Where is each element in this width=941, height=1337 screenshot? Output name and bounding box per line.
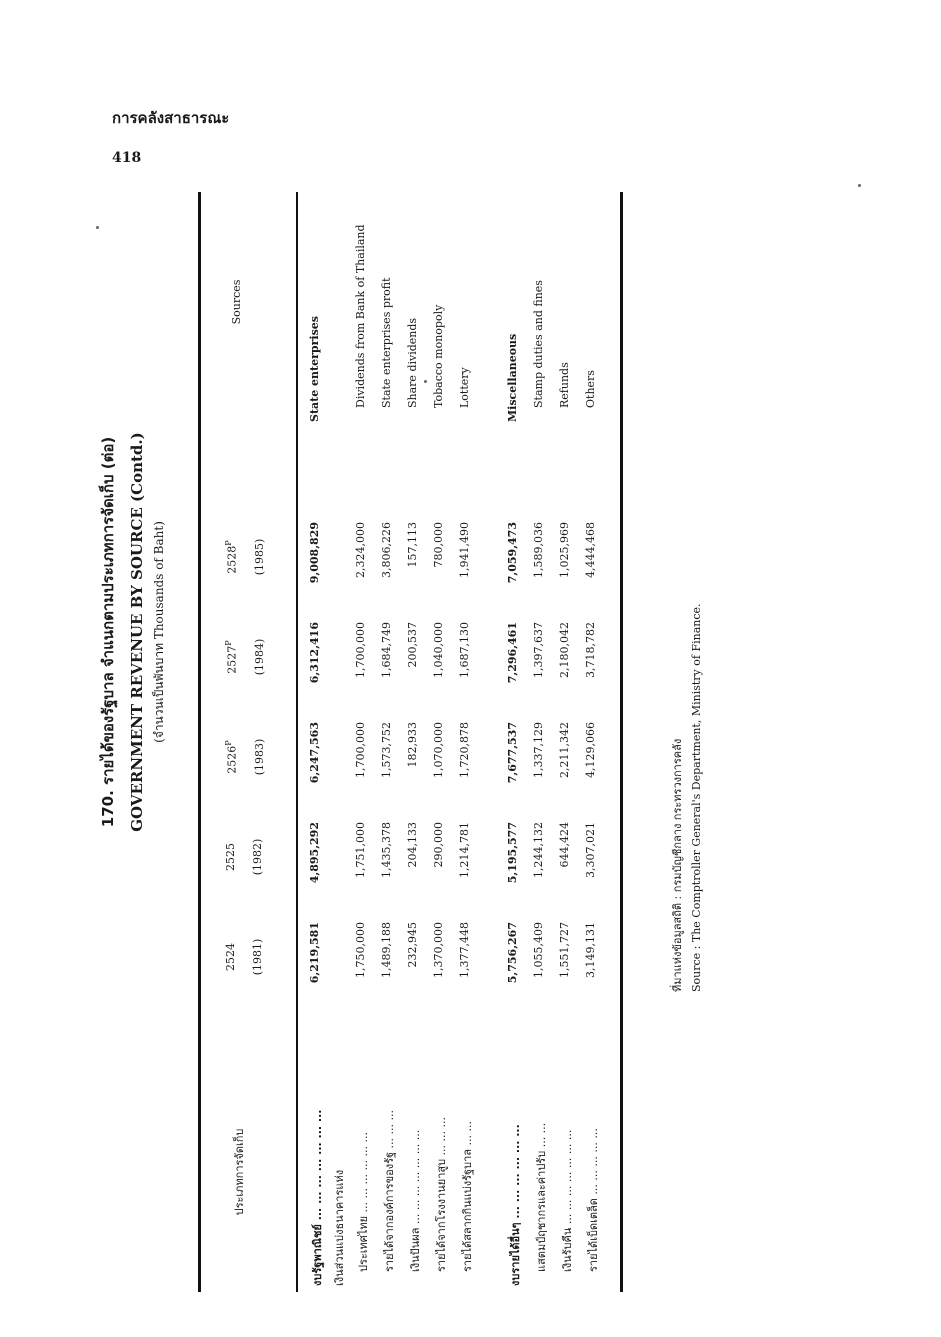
table-cell-value: 5,756,267: [506, 922, 519, 984]
row-label-thai: งบรายได้อื่นๆ ... ... ... ... ... ...: [509, 1124, 522, 1286]
table-cell-value: 2,211,342: [558, 722, 571, 778]
table-cell-value: 1,040,000: [432, 622, 445, 678]
table-cell-value: 3,149,131: [584, 922, 597, 978]
table-cell-value: 644,424: [558, 822, 571, 868]
year-english: (1983): [252, 738, 266, 776]
year-thai: 2524: [224, 943, 237, 971]
year-thai: $2527^P$: [224, 640, 239, 674]
table-cell-value: 9,008,829: [308, 522, 321, 584]
table-cell-value: 1,551,727: [558, 922, 571, 978]
row-label-english: Share dividends: [406, 317, 419, 408]
row-label-thai-sub: เงินส่วนแบ่งธนาคารแห่ง: [333, 1169, 346, 1286]
preliminary-mark: P: [224, 740, 233, 746]
scan-speck: [858, 184, 861, 187]
row-label-thai: เงินปันผล ... ... ... ... ... ... ...: [409, 1129, 422, 1272]
table-cell-value: 3,718,782: [584, 622, 597, 678]
header-title: การคลังสาธารณะ: [112, 109, 230, 127]
table-unit: (จำนวนเป็นพันบาท Thousands of Baht): [152, 521, 166, 743]
table-cell-value: 6,219,581: [308, 922, 321, 984]
row-label-thai: รายได้สลากกินแบ่งรัฐบาล ... ...: [461, 1121, 474, 1272]
table-cell-value: 1,489,188: [380, 922, 393, 978]
row-label-thai: รายได้เบ็ดเตล็ด ... ... ... ... ...: [587, 1128, 600, 1272]
row-label-thai: ประเทศไทย ... ... ... ... ... ...: [357, 1132, 370, 1272]
table-title-thai: 170. รายได้ของรัฐบาล จำแนกตามประเภทการจัดเก็บ (ต่อ): [99, 436, 117, 828]
table-cell-value: 5,195,577: [506, 822, 519, 884]
table-cell-value: 200,537: [406, 622, 419, 668]
table-cell-value: 1,573,752: [380, 722, 393, 778]
row-label-english: Miscellaneous: [506, 333, 519, 422]
row-label-thai: แสตมป์ฤชากรและค่าปรับ ... ...: [535, 1122, 548, 1272]
table-cell-value: 1,025,969: [558, 522, 571, 578]
table-cell-value: 1,337,129: [532, 722, 545, 778]
row-label-thai: งบรัฐพาณิชย์ ... ... ... ... ... ... ...: [311, 1109, 324, 1286]
preliminary-mark: P: [224, 640, 233, 646]
year-english: (1981): [251, 938, 264, 976]
table-cell-value: 2,180,042: [558, 622, 571, 678]
table-cell-value: 7,296,461: [506, 622, 519, 684]
table-cell-value: 4,444,468: [584, 522, 597, 578]
table-cell-value: 1,377,448: [458, 922, 471, 978]
table-title-english: GOVERNMENT REVENUE BY SOURCE (Contd.): [128, 432, 146, 832]
year-english: (1982): [251, 838, 264, 876]
table-cell-value: 1,214,781: [458, 822, 471, 878]
table-cell-value: 1,370,000: [432, 922, 445, 978]
table-cell-value: 4,895,292: [308, 822, 321, 884]
row-label-english: State enterprises: [308, 316, 321, 422]
table-cell-value: 1,244,132: [532, 822, 545, 878]
bottom-rule: [620, 192, 623, 1292]
row-label-english: State enterprises profit: [380, 277, 393, 408]
col-header-year: [224, 512, 266, 602]
row-label-thai: เงินรับคืน ... ... ... ... ... ... ...: [561, 1129, 574, 1272]
table-cell-value: 1,720,878: [458, 722, 471, 778]
row-label-english: Others: [584, 370, 597, 408]
table-cell-value: 1,751,000: [354, 822, 367, 878]
table-cell-value: 290,000: [432, 822, 445, 868]
table-cell-value: 1,700,000: [354, 622, 367, 678]
table-cell-value: 1,941,490: [458, 522, 471, 578]
table-cell-value: 204,133: [406, 822, 419, 868]
table-cell-value: 1,070,000: [432, 722, 445, 778]
row-label-english: Tobacco monopoly: [432, 304, 445, 408]
year-english: (1985): [252, 538, 266, 576]
table-cell-value: 6,247,563: [308, 722, 321, 784]
source-note-thai: ที่มาแห่งข้อมูลสถิติ : กรมบัญชีกลาง กระทรวงการคลัง: [671, 738, 684, 992]
table-cell-value: 1,435,378: [380, 822, 393, 878]
header-rule: [296, 192, 298, 1292]
row-label-thai: รายได้จากโรงงานยาสูบ ... ... ...: [435, 1116, 448, 1272]
table-cell-value: 1,684,749: [380, 622, 393, 678]
col-header-year: [224, 612, 266, 702]
table-cell-value: 232,945: [406, 922, 419, 968]
year-thai: 2525: [224, 843, 237, 871]
table-cell-value: 3,307,021: [584, 822, 597, 878]
table-cell-value: 1,055,409: [532, 922, 545, 978]
table-cell-value: 1,687,130: [458, 622, 471, 678]
table-cell-value: 1,397,637: [532, 622, 545, 678]
preliminary-mark: P: [224, 540, 233, 546]
table-cell-value: 6,312,416: [308, 622, 321, 684]
col-header-source-en: Sources: [230, 279, 243, 325]
table-cell-value: 1,589,036: [532, 522, 545, 578]
row-label-thai: รายได้จากองค์การของรัฐ ... ... ...: [383, 1109, 396, 1272]
table-cell-value: 7,677,537: [506, 722, 519, 784]
table-cell-value: 1,750,000: [354, 922, 367, 978]
top-rule: [198, 192, 201, 1292]
row-label-english: Refunds: [558, 362, 571, 408]
table-cell-value: 7,059,473: [506, 522, 519, 584]
row-label-english: Dividends from Bank of Thailand: [354, 224, 367, 408]
year-thai: $2526^P$: [224, 740, 239, 774]
year-thai: $2528^P$: [224, 540, 239, 574]
col-header-year: [224, 912, 264, 1002]
row-label-english: Lottery: [458, 367, 471, 408]
col-header-year: [224, 712, 266, 802]
table-cell-value: 157,113: [406, 522, 419, 568]
table-cell-value: 4,129,066: [584, 722, 597, 778]
col-header-year: [224, 812, 264, 902]
table-cell-value: 3,806,226: [380, 522, 393, 578]
col-header-source-th: ประเภทการจัดเก็บ: [233, 1128, 246, 1216]
table-cell-value: 1,700,000: [354, 722, 367, 778]
year-english: (1984): [252, 638, 266, 676]
table-cell-value: 182,933: [406, 722, 419, 768]
page-number: 418: [112, 150, 142, 166]
row-label-english: Stamp duties and fines: [532, 280, 545, 408]
source-note-english: Source : The Comptroller General's Department, Ministry of Finance.: [690, 603, 703, 992]
table-title: [96, 0, 169, 1292]
table-cell-value: 780,000: [432, 522, 445, 568]
table-cell-value: 2,324,000: [354, 522, 367, 578]
